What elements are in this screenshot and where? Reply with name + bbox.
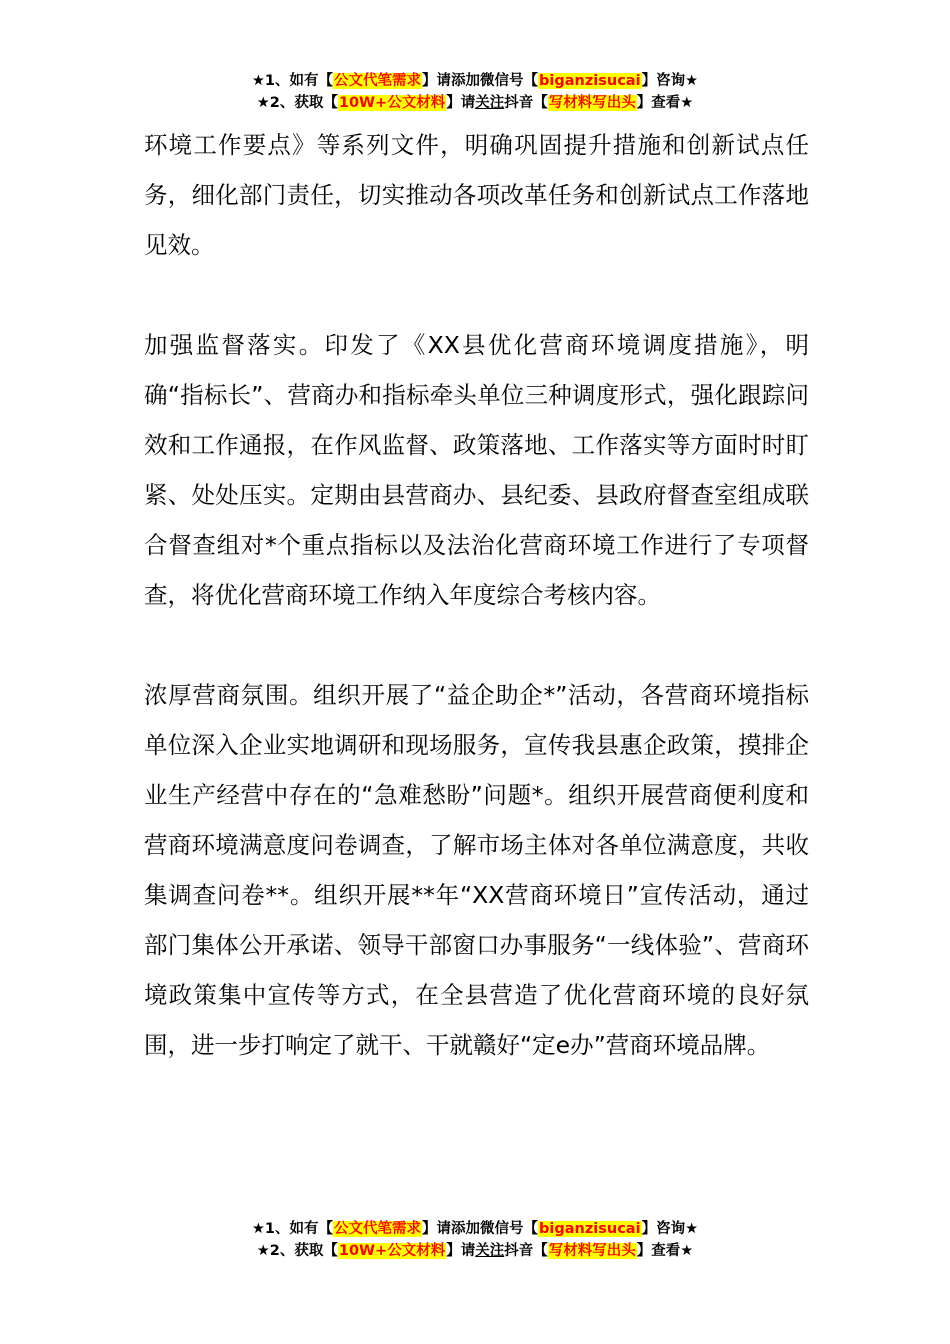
- promo-header: [0, 70, 950, 114]
- paragraph-continuation: 环境工作要点》等系列文件，明确巩固提升措施和创新试点任务，细化部门责任，切实推动各项改革任务和创新试点工作落地见效。: [144, 131, 809, 259]
- paragraph-supervision: 加强监督落实。印发了《XX县优化营商环境调度措施》，明确“指标长”、营商办和指标牵头单位三种调度形式，强化跟踪问效和工作通报，在作风监督、政策落地、工作落实等方面时时盯紧、处处压实。定期由县营商办、县纪委、县政府督查室组成联合督查组对*个重点指标以及法治化营商环境工作进行了专项督查，将优化营商环境工作纳入年度综合考核内容。: [144, 331, 809, 609]
- highlight-douyin-account: 写材料写出头: [548, 95, 636, 111]
- highlight-wechat-id: biganzisucai: [539, 1221, 641, 1237]
- highlight-materials: 10W+公文材料: [338, 95, 446, 111]
- paragraph-gap: [144, 270, 809, 320]
- promo-line-1: ★1、如有【公文代笔需求】请添加微信号【biganzisucai】咨询★: [251, 1221, 699, 1237]
- promo-footer: [0, 1218, 950, 1262]
- promo-line-2: ★2、获取【10W+公文材料】请关注抖音【写材料写出头】查看★: [256, 95, 694, 111]
- highlight-douyin-account: 写材料写出头: [548, 1243, 636, 1259]
- promo-line-2: ★2、获取【10W+公文材料】请关注抖音【写材料写出头】查看★: [256, 1243, 694, 1259]
- highlight-materials: 10W+公文材料: [338, 1243, 446, 1259]
- paragraph-atmosphere: 浓厚营商氛围。组织开展了“益企助企*”活动，各营商环境指标单位深入企业实地调研和现场服务，宣传我县惠企政策，摸排企业生产经营中存在的“急难愁盼”问题*。组织开展营商便利度和营商环境满意度问卷调查，了解市场主体对各单位满意度，共收集调查问卷**。组织开展**年“XX营商环境日”宣传活动，通过部门集体公开承诺、领导干部窗口办事服务“一线体验”、营商环境政策集中宣传等方式，在全县营造了优化营商环境的良好氛围，进一步打响定了就干、干就赣好“定e办”营商环境品牌。: [144, 681, 809, 1059]
- highlight-service: 公文代笔需求: [334, 73, 422, 89]
- document-body: [144, 120, 809, 1070]
- highlight-wechat-id: biganzisucai: [539, 73, 641, 89]
- highlight-service: 公文代笔需求: [334, 1221, 422, 1237]
- promo-line-1: ★1、如有【公文代笔需求】请添加微信号【biganzisucai】咨询★: [251, 73, 699, 89]
- paragraph-gap: [144, 620, 809, 670]
